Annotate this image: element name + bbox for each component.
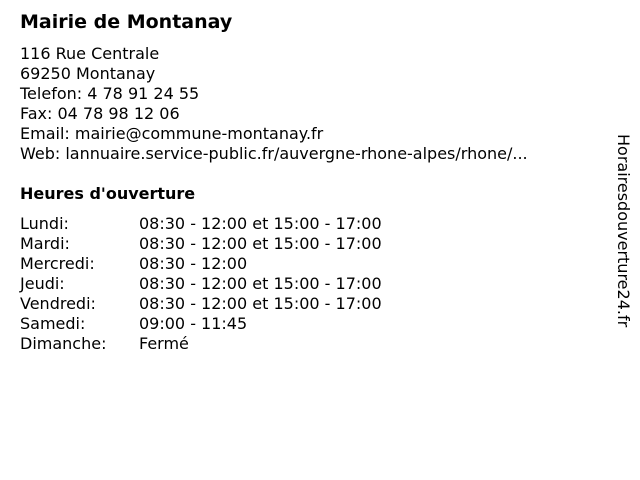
website-link[interactable]: Web: lannuaire.service-public.fr/auvergne-rhone-alpes/rhone/... (20, 144, 528, 163)
address-city: 69250 Montanay (20, 64, 156, 83)
contact-block (20, 44, 528, 164)
phone-number: Telefon: 4 78 91 24 55 (20, 84, 200, 103)
fax-number: Fax: 04 78 98 12 06 (20, 104, 180, 123)
day-label: Samedi: (20, 314, 86, 333)
day-hours: 08:30 - 12:00 et 15:00 - 17:00 (139, 274, 382, 293)
side-brand-watermark (612, 134, 634, 374)
day-label: Mercredi: (20, 254, 95, 273)
day-label: Vendredi: (20, 294, 96, 313)
email-address: Email: mairie@commune-montanay.fr (20, 124, 324, 143)
brand-site-name: Horairesdouverture24.fr (614, 134, 633, 328)
day-label: Lundi: (20, 214, 69, 233)
hours-heading: Heures d'ouverture (20, 184, 196, 203)
day-label: Jeudi: (20, 274, 65, 293)
business-title: Mairie de Montanay (20, 11, 233, 33)
day-hours: 08:30 - 12:00 (139, 254, 248, 273)
day-hours: 08:30 - 12:00 et 15:00 - 17:00 (139, 234, 382, 253)
day-hours: 09:00 - 11:45 (139, 314, 248, 333)
day-label: Dimanche: (20, 334, 107, 353)
day-label: Mardi: (20, 234, 70, 253)
day-hours: Fermé (139, 334, 189, 353)
day-hours: 08:30 - 12:00 et 15:00 - 17:00 (139, 214, 382, 233)
address-street: 116 Rue Centrale (20, 44, 160, 63)
day-hours: 08:30 - 12:00 et 15:00 - 17:00 (139, 294, 382, 313)
